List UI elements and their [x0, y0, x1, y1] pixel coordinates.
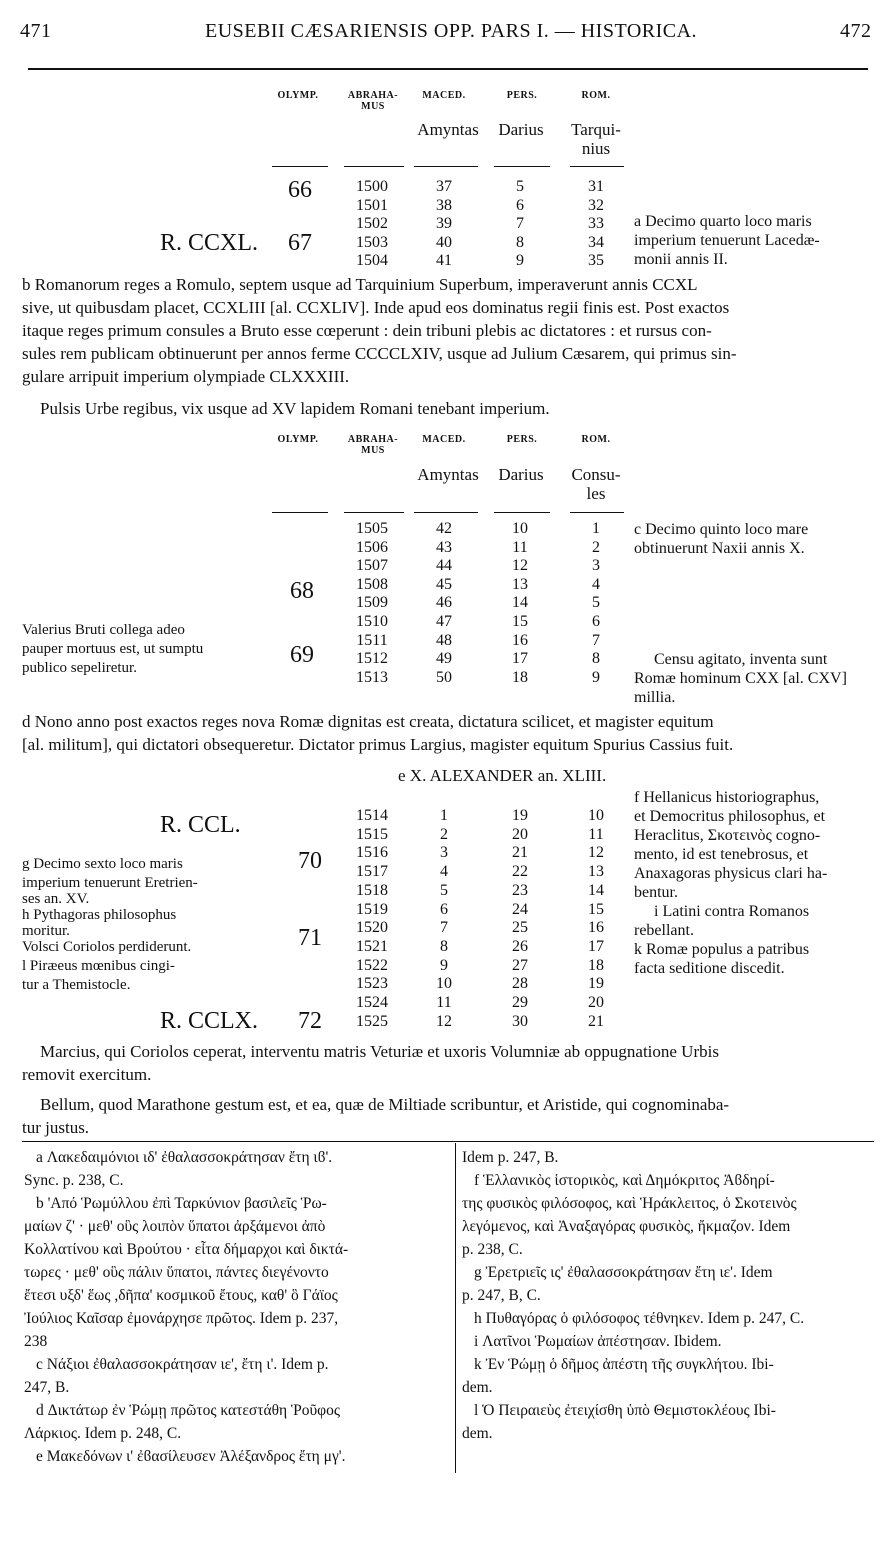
cell-maced: 45 — [436, 575, 452, 593]
col-rule — [570, 512, 624, 513]
col-head-abraham — [340, 90, 406, 112]
cell-pers: 28 — [512, 975, 528, 993]
cell-abraham: 1516 — [356, 844, 388, 862]
cell-abraham: 1502 — [356, 215, 388, 233]
footnote-line: τωρες · μεθ' οὓς πάλιν ὕπατοι, πάντες διεγένοντο — [24, 1264, 329, 1281]
cell-abraham: 1524 — [356, 994, 388, 1011]
olymp-70: 70 — [298, 848, 322, 874]
cell-maced: 38 — [436, 196, 452, 214]
cell-maced: 49 — [436, 650, 452, 668]
cell-abraham: 1503 — [356, 233, 388, 251]
header-rule — [28, 68, 868, 70]
note-c-line: c Decimo quinto loco mare — [634, 521, 809, 538]
footnote-line: Λάρκιος. Idem p. 248, C. — [24, 1425, 182, 1442]
cell-maced: 5 — [440, 881, 448, 899]
para1-line: itaque reges primum consules a Bruto esse cœperunt : dein tribuni plebis ac dictatores : et rursus con- — [22, 321, 712, 340]
footnote-line: i Λατῖνοι Ῥωμαίων ἀπέστησαν. Ibidem. — [474, 1333, 722, 1350]
note-g-h-l-line: ses an. XV. — [22, 891, 90, 907]
col-head-rom: ROM. — [581, 434, 611, 445]
cell-rom: 34 — [588, 233, 604, 251]
footnote-line: 247, B. — [24, 1379, 70, 1396]
cell-abraham: 1520 — [356, 919, 388, 937]
sub-pers: Darius — [498, 120, 544, 139]
cell-maced: 7 — [440, 919, 448, 937]
sub-pers: Darius — [498, 465, 544, 484]
cell-maced: 12 — [436, 1012, 452, 1030]
col-head-maced: MACED. — [422, 434, 466, 445]
footnote-rule — [22, 1141, 874, 1142]
cell-abraham: 1518 — [356, 881, 388, 899]
cell-maced: 2 — [440, 825, 448, 843]
para3-line: d Nono anno post exactos reges nova Romæ dignitas est creata, dictatura scilicet, et magister equitum — [22, 712, 714, 731]
note-valerius-line: Valerius Bruti collega adeo — [22, 622, 185, 638]
footnotes-right — [462, 1146, 874, 1445]
para5-line: Bellum, quod Marathone gestum est, et ea, quæ de Miltiade scribuntur, et Aristide, qui cognominaba- — [40, 1095, 730, 1114]
cell-pers: 7 — [516, 215, 524, 233]
cell-rom: 13 — [588, 863, 604, 881]
cell-rom: 32 — [588, 196, 604, 214]
note-a — [634, 212, 820, 269]
reign-cclx: R. CCLX. — [160, 1008, 259, 1034]
note-g-h-l-line: g Decimo sexto loco maris — [22, 856, 183, 872]
footnote-column-divider — [455, 1143, 456, 1473]
footnote-line: k Ἐν Ῥώμῃ ὁ δῆμος ἀπέστη τῆς συγκλήτου. Ibi- — [474, 1356, 774, 1373]
footnote-line: 238 — [24, 1333, 48, 1350]
cell-rom: 12 — [588, 844, 604, 862]
cell-pers: 19 — [512, 807, 528, 824]
cell-maced: 42 — [436, 520, 452, 537]
note-valerius — [22, 621, 203, 678]
footnote-line: ἔτεσι υξδ' ἕως ,δῆπα' κοσμικοῦ ἔτους, καθ' ὃ Γάϊος — [24, 1287, 338, 1304]
cell-pers: 10 — [512, 520, 528, 537]
cell-rom: 31 — [588, 178, 604, 195]
paragraph-marcius — [22, 1040, 874, 1086]
cell-maced: 9 — [440, 956, 448, 974]
note-f-i-k-line: Heraclitus, Σκοτεινὸς cogno- — [634, 827, 821, 844]
note-g-h-l-line: l Piræeus mœnibus cingi- — [22, 958, 175, 974]
footnote-line: μαίων ζ' · μεθ' οὓς λοιπὸν ὕπατοι ἀρξάμενοι ἀπὸ — [24, 1218, 326, 1235]
reign-ccl: R. CCL. — [160, 812, 241, 838]
cell-pers: 29 — [512, 994, 528, 1011]
cell-abraham: 1507 — [356, 557, 388, 575]
note-f-i-k-line: f Hellanicus historiographus, — [634, 789, 820, 806]
para1-line: gulare arripuit imperium olympiade CLXXXIII. — [22, 367, 350, 386]
cell-abraham: 1501 — [356, 196, 388, 214]
olymp-69: 69 — [290, 642, 314, 668]
col-head-abraham-2: MUS — [361, 101, 385, 112]
cell-rom: 21 — [588, 1012, 604, 1030]
paragraph-romanorum-reges — [22, 273, 874, 388]
sub-rom — [558, 465, 634, 503]
footnote-line: dem. — [462, 1425, 493, 1442]
footnote-line: c Νάξιοι ἐθαλασσοκράτησαν ιε', ἔτη ι'. Idem p. — [36, 1356, 329, 1373]
cell-rom: 9 — [592, 668, 600, 686]
sub-rom-1: Tarqui- — [571, 120, 621, 139]
cell-maced: 10 — [436, 975, 452, 993]
cell-abraham: 1517 — [356, 863, 388, 881]
col-head-abraham-1: ABRAHA- — [347, 434, 399, 445]
cell-abraham: 1513 — [356, 668, 388, 686]
cell-maced: 46 — [436, 594, 452, 612]
note-valerius-line: publico sepeliretur. — [22, 660, 137, 676]
footnote-line: g Ἐρετριεῖς ις' ἐθαλασσοκράτησαν ἔτη ιε'. Idem — [474, 1264, 773, 1281]
cell-rom: 18 — [588, 956, 604, 974]
note-g-h-l-line: h Pythagoras philosophus — [22, 907, 177, 923]
cell-pers: 6 — [516, 196, 524, 214]
cell-rom: 16 — [588, 919, 604, 937]
note-g-h-l-line: tur a Themistocle. — [22, 977, 131, 993]
sub-rom-2: les — [586, 484, 606, 503]
running-title: EUSEBII CÆSARIENSIS OPP. PARS I. — HISTORICA. — [205, 20, 698, 42]
cell-rom: 8 — [592, 650, 600, 668]
note-census-line: Censu agitato, inventa sunt — [654, 651, 828, 668]
footnote-line: p. 238, C. — [462, 1241, 523, 1258]
cell-abraham: 1508 — [356, 575, 388, 593]
para5-line: tur justus. — [22, 1118, 90, 1137]
cell-rom: 19 — [588, 975, 604, 993]
footnote-line: της φυσικὸς φιλόσοφος, καὶ Ἡράκλειτος, ὁ Σκοτεινὸς — [462, 1195, 797, 1212]
col-head-pers: PERS. — [506, 434, 538, 445]
cell-rom: 17 — [588, 937, 604, 955]
note-g-h-l-line: Volsci Coriolos perdiderunt. — [22, 939, 192, 955]
cell-pers: 27 — [512, 956, 528, 974]
cell-rom: 1 — [592, 520, 600, 537]
footnote-line: dem. — [462, 1379, 493, 1396]
cell-abraham: 1514 — [356, 807, 388, 824]
col-head-olymp: OLYMP. — [277, 90, 319, 101]
para3-line: [al. militum], qui dictatori obsequeretur. Dictator primus Largius, magister equitum Spurius Cassius fuit. — [22, 735, 734, 754]
page-number-left: 471 — [20, 20, 52, 42]
cell-pers: 24 — [512, 900, 528, 918]
cell-pers: 21 — [512, 844, 528, 862]
sub-maced: Amyntas — [417, 465, 479, 484]
note-f-i-k-line: Anaxagoras physicus clari ha- — [634, 865, 828, 882]
para1-line: b Romanorum reges a Romulo, septem usque ad Tarquinium Superbum, imperaverunt annis CCXL — [22, 275, 698, 294]
cell-abraham: 1504 — [356, 252, 388, 270]
col-rule — [344, 166, 404, 167]
cell-maced: 40 — [436, 233, 452, 251]
note-valerius-line: pauper mortuus est, ut sumptu — [22, 641, 204, 657]
cell-maced: 44 — [436, 557, 452, 575]
note-g-h-l-line: moritur. — [22, 923, 70, 939]
cell-rom: 5 — [592, 594, 600, 612]
cell-abraham: 1506 — [356, 538, 388, 556]
note-f-i-k-line: i Latini contra Romanos — [654, 903, 810, 920]
cell-abraham: 1522 — [356, 956, 388, 974]
page-number-right: 472 — [840, 20, 872, 42]
cell-maced: 43 — [436, 538, 452, 556]
cell-abraham: 1510 — [356, 613, 388, 630]
note-a-line: imperium tenuerunt Lacedæ- — [634, 232, 820, 249]
cell-abraham: 1512 — [356, 650, 388, 668]
col-rule — [344, 512, 404, 513]
col-head-pers: PERS. — [506, 90, 538, 101]
col-head-rom: ROM. — [581, 90, 611, 101]
cell-abraham: 1523 — [356, 975, 388, 993]
note-f-i-k-line: bentur. — [634, 884, 678, 901]
cell-pers: 16 — [512, 631, 528, 649]
note-c — [634, 520, 808, 558]
paragraph-marathone — [22, 1093, 874, 1139]
footnotes-left — [24, 1146, 452, 1468]
note-a-line: monii annis II. — [634, 251, 728, 268]
cell-rom: 11 — [588, 825, 604, 843]
cell-rom: 3 — [592, 557, 600, 575]
cell-maced: 37 — [436, 178, 452, 195]
olymp-67: 67 — [288, 230, 312, 256]
cell-pers: 30 — [512, 1012, 528, 1030]
cell-abraham: 1505 — [356, 520, 388, 537]
cell-rom: 7 — [592, 631, 600, 649]
footnote-line: e Μακεδόνων ι' ἐϐασίλευσεν Ἀλέξανδρος ἔτη μγ'. — [36, 1448, 346, 1465]
cell-pers: 22 — [512, 863, 528, 881]
cell-maced: 6 — [440, 900, 448, 918]
col-head-maced: MACED. — [422, 90, 466, 101]
cell-pers: 11 — [512, 538, 528, 556]
footnote-line: h Πυθαγόρας ὁ φιλόσοφος τέθνηκεν. Idem p. 247, C. — [474, 1310, 805, 1327]
olymp-71: 71 — [298, 925, 322, 951]
col-rule — [414, 512, 478, 513]
cell-pers: 15 — [512, 613, 528, 630]
col-rule — [570, 166, 624, 167]
cell-rom: 15 — [588, 900, 604, 918]
para1-line: sules rem publicam obtinuerunt per annos ferme CCCCLXIV, usque ad Julium Cæsarem, qui primus sin- — [22, 344, 737, 363]
cell-pers: 18 — [512, 668, 528, 686]
cell-maced: 4 — [440, 863, 448, 881]
para1-line: sive, ut quibusdam placet, CCXLIII [al. CCXLIV]. Inde apud eos dominatus regii finis est. Post exactos — [22, 298, 730, 317]
cell-abraham: 1500 — [356, 178, 388, 195]
cell-rom: 14 — [588, 881, 604, 899]
para4-line: Marcius, qui Coriolos ceperat, interventu matris Veturiæ et uxoris Volumniæ ab oppugnatione Urbis — [40, 1042, 719, 1061]
cell-maced: 8 — [440, 937, 448, 955]
footnote-line: p. 247, B, C. — [462, 1287, 541, 1304]
col-head-abraham — [340, 434, 406, 456]
cell-pers: 20 — [512, 825, 528, 843]
para4-line: removit exercitum. — [22, 1065, 152, 1084]
cell-pers: 17 — [512, 650, 528, 668]
cell-rom: 2 — [592, 538, 600, 556]
notes-f-i-k — [634, 788, 827, 978]
col-rule — [494, 166, 550, 167]
cell-rom: 35 — [588, 252, 604, 270]
col-head-abraham-2: MUS — [361, 445, 385, 456]
footnote-line: a Λακεδαιμόνιοι ιδ' ἐθαλασσοκράτησαν ἔτη ιϐ'. — [36, 1149, 333, 1166]
note-f-i-k-line: et Democritus philosophus, et — [634, 808, 826, 825]
note-a-line: a Decimo quarto loco maris — [634, 213, 812, 230]
cell-pers: 25 — [512, 919, 528, 937]
note-f-i-k-line: rebellant. — [634, 922, 694, 939]
cell-rom: 33 — [588, 215, 604, 233]
cell-maced: 41 — [436, 252, 452, 270]
footnote-line: b 'Από Ῥωμύλλου ἐπὶ Ταρκύνιον βασιλεῖς Ῥω- — [36, 1195, 327, 1212]
cell-pers: 13 — [512, 575, 528, 593]
cell-maced: 39 — [436, 215, 452, 233]
cell-abraham: 1515 — [356, 825, 388, 843]
cell-abraham: 1519 — [356, 900, 388, 918]
note-census-line: Romæ hominum CXX [al. CXV] — [634, 670, 847, 687]
note-g-h-l-line: imperium tenuerunt Eretrien- — [22, 875, 198, 891]
cell-pers: 26 — [512, 937, 528, 955]
note-census — [634, 650, 847, 707]
cell-pers: 5 — [516, 178, 524, 195]
col-head-olymp: OLYMP. — [277, 434, 319, 445]
col-rule — [414, 166, 478, 167]
cell-rom: 10 — [588, 807, 604, 824]
note-census-line: millia. — [634, 689, 676, 706]
olymp-66: 66 — [288, 177, 312, 203]
cell-maced: 48 — [436, 631, 452, 649]
cell-maced: 47 — [436, 613, 452, 630]
cell-pers: 8 — [516, 233, 524, 251]
notes-g-h-l — [22, 855, 198, 995]
paragraph-pulsis-urbe: Pulsis Urbe regibus, vix usque ad XV lapidem Romani tenebant imperium. — [40, 399, 550, 418]
cell-abraham: 1521 — [356, 937, 388, 955]
heading-alexander: e X. ALEXANDER an. XLIII. — [398, 766, 607, 785]
olymp-68: 68 — [290, 578, 314, 604]
cell-maced: 11 — [436, 994, 452, 1011]
cell-abraham: 1509 — [356, 594, 388, 612]
footnote-line: Κολλατίνου καὶ Βρούτου · εἶτα δήμαρχοι καὶ δικτά- — [24, 1241, 349, 1258]
cell-rom: 6 — [592, 613, 600, 630]
footnote-line: λεγόμενος, καὶ Ἀναξαγόρας φυσικὸς, ἤκμαζον. Idem — [462, 1218, 791, 1235]
col-head-abraham-1: ABRAHA- — [347, 90, 399, 101]
note-f-i-k-line: facta seditione discedit. — [634, 960, 785, 977]
note-f-i-k-line: mento, id est tenebrosus, et — [634, 846, 809, 863]
note-f-i-k-line: k Romæ populus a patribus — [634, 941, 810, 958]
olymp-72: 72 — [298, 1008, 322, 1034]
paragraph-dictatura — [22, 710, 874, 756]
sub-rom-1: Consu- — [571, 465, 621, 484]
col-rule — [272, 166, 328, 167]
cell-maced: 1 — [440, 807, 448, 824]
note-c-line: obtinuerunt Naxii annis X. — [634, 540, 805, 557]
cell-rom: 4 — [592, 575, 600, 593]
col-rule — [272, 512, 328, 513]
footnote-line: Sync. p. 238, C. — [24, 1172, 124, 1189]
cell-pers: 14 — [512, 594, 528, 612]
col-rule — [494, 512, 550, 513]
cell-pers: 9 — [516, 252, 524, 270]
sub-rom-2: nius — [581, 139, 611, 158]
cell-maced: 50 — [436, 668, 452, 686]
reign-ccxl: R. CCXL. — [160, 230, 259, 256]
cell-pers: 12 — [512, 557, 528, 575]
footnote-line: Idem p. 247, B. — [462, 1149, 559, 1166]
cell-maced: 3 — [440, 844, 448, 862]
footnote-line: d Δικτάτωρ ἐν Ῥώμῃ πρῶτος κατεστάθη Ῥοῦφος — [36, 1402, 340, 1419]
cell-abraham: 1511 — [356, 631, 388, 649]
sub-rom — [558, 120, 634, 158]
footnote-line: Ἰούλιος Καῖσαρ ἐμονάρχησε πρῶτος. Idem p. 237, — [24, 1310, 339, 1327]
sub-maced: Amyntas — [417, 120, 479, 139]
cell-abraham: 1525 — [356, 1012, 388, 1030]
cell-rom: 20 — [588, 994, 604, 1011]
cell-pers: 23 — [512, 881, 528, 899]
footnote-line: l Ὁ Πειραιεὺς ἐτειχίσθη ὑπὸ Θεμιστοκλέους Ibi- — [474, 1402, 776, 1419]
footnote-line: f Ἑλλανικὸς ἱστορικὸς, καὶ Δημόκριτος Ἀϐδηρί- — [474, 1172, 775, 1189]
